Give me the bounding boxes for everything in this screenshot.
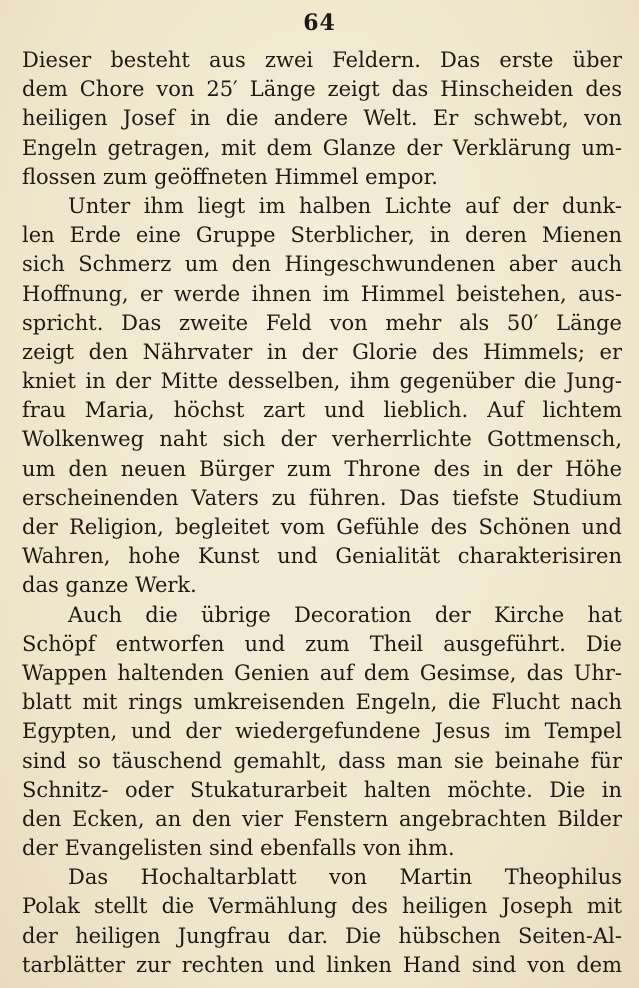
text-line: Wappen haltenden Genien auf dem Gesimse, das Uhr-	[22, 660, 622, 685]
text-line: der Religion, begleitet vom Gefühle des Schönen und	[22, 515, 622, 539]
text-line: Hoffnung, er werde ihnen im Himmel beistehen, aus-	[22, 281, 622, 306]
text-line: Auch die übrige Decoration der Kirche hat	[68, 602, 622, 627]
text-line: erscheinenden Vaters zu führen. Das tiefste Studium	[22, 485, 622, 510]
text-line: Wahren, hohe Kunst und Genialität charakterisiren	[22, 544, 622, 569]
text-line: tarblätter zur rechten und linken Hand sind von dem	[22, 952, 622, 977]
text-line: heiligen Josef in die andere Welt. Er schwebt, von	[22, 106, 622, 131]
body-text	[22, 46, 622, 980]
text-line: Das Hochaltarblatt von Martin Theophilus	[68, 865, 622, 890]
text-line: kniet in der Mitte desselben, ihm gegenüber die Jung-	[22, 369, 622, 394]
text-line: Schnitz- oder Stukaturarbeit halten möchte. Die in	[22, 777, 622, 802]
text-line: dem Chore von 25′ Länge zeigt das Hinscheiden des	[22, 77, 622, 102]
text-line: der heiligen Jungfrau dar. Die hübschen Seiten-Al-	[22, 923, 622, 948]
text-line: um den neuen Bürger zum Throne des in der Höhe	[22, 456, 622, 481]
text-line: das ganze Werk.	[22, 573, 197, 598]
text-line: spricht. Das zweite Feld von mehr als 50′ Länge	[22, 310, 622, 335]
text-line: Egypten, und der wiedergefundene Jesus im Tempel	[22, 719, 622, 744]
text-line: zeigt den Nährvater in der Glorie des Himmels; er	[22, 339, 622, 364]
text-line: len Erde eine Gruppe Sterblicher, in deren Mienen	[22, 223, 622, 248]
text-line: der Evangelisten sind ebenfalls von ihm.	[22, 836, 455, 861]
text-line: flossen zum geöffneten Himmel empor.	[22, 164, 438, 189]
page-number: 64	[303, 10, 336, 36]
text-line: Engeln getragen, mit dem Glanze der Verklärung um-	[22, 135, 622, 160]
text-line: blatt mit rings umkreisenden Engeln, die Flucht nach	[22, 690, 622, 715]
text-line: sind so täuschend gemahlt, dass man sie beinahe für	[22, 748, 622, 773]
text-line: den Ecken, an den vier Fenstern angebrachten Bilder	[22, 806, 622, 831]
text-line: Schöpf entworfen und zum Theil ausgeführt. Die	[22, 631, 622, 656]
text-line: Polak stellt die Vermählung des heiligen Joseph mit	[22, 894, 622, 919]
text-line: sich Schmerz um den Hingeschwundenen aber auch	[22, 252, 622, 277]
text-line: Unter ihm liegt im halben Lichte auf der dunk-	[68, 193, 622, 218]
text-line: Dieser besteht aus zwei Feldern. Das erste über	[22, 48, 622, 72]
text-line: Wolkenweg naht sich der verherrlichte Gottmensch,	[22, 427, 622, 452]
text-line: frau Maria, höchst zart und lieblich. Auf lichtem	[22, 398, 622, 423]
